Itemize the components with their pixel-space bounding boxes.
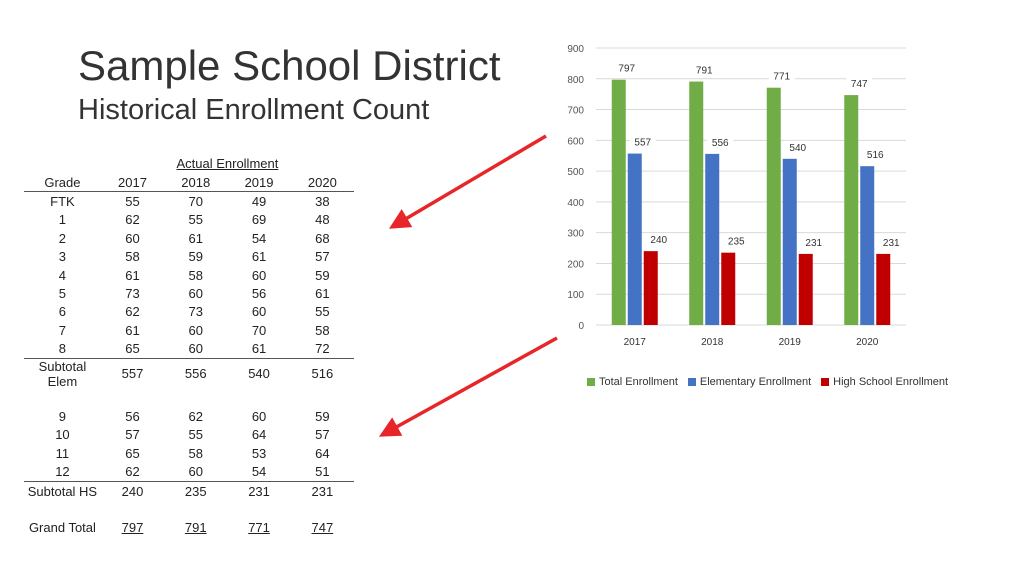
- bar: [876, 254, 890, 325]
- bar: [644, 251, 658, 325]
- cell-value: 60: [251, 304, 267, 320]
- cell-value: 55: [188, 427, 203, 443]
- y-tick-label: 100: [567, 290, 584, 302]
- cell-value: 62: [125, 304, 140, 320]
- cell-value: 64: [251, 427, 267, 443]
- cell-value: 53: [251, 445, 267, 461]
- cell-value: 73: [125, 286, 140, 302]
- cell-value: 540: [227, 358, 290, 389]
- y-tick-label: 0: [578, 321, 584, 332]
- year-header: 2017: [101, 173, 164, 192]
- x-tick-label: 2017: [623, 337, 646, 348]
- data-label: 797: [618, 63, 636, 75]
- cell-value: 516: [291, 358, 354, 389]
- data-label: 791: [695, 65, 713, 77]
- cell-value: 58: [315, 322, 330, 338]
- cell-value: 51: [315, 464, 330, 480]
- bar: [844, 95, 858, 325]
- bar: [860, 166, 874, 325]
- cell-value: 747: [311, 520, 334, 536]
- bar: [705, 154, 719, 325]
- cell-value: 38: [315, 194, 330, 210]
- cell-value: 56: [251, 286, 267, 302]
- data-label: 240: [650, 235, 668, 247]
- legend-item: [821, 376, 948, 388]
- cell-value: 56: [125, 408, 140, 424]
- cell-value: 62: [188, 408, 203, 424]
- cell-value: 55: [315, 304, 330, 320]
- cell-value: 61: [251, 341, 267, 357]
- grade-label: 12: [55, 464, 70, 480]
- y-tick-label: 700: [567, 105, 584, 117]
- bar: [628, 154, 642, 325]
- cell-value: 64: [315, 445, 330, 461]
- cell-value: 69: [251, 212, 267, 228]
- grade-label: FTK: [50, 194, 75, 210]
- legend-swatch: [587, 378, 595, 386]
- cell-value: 797: [121, 520, 144, 536]
- grade-label: 4: [58, 267, 67, 283]
- cell-value: 60: [188, 322, 203, 338]
- cell-value: 58: [188, 445, 203, 461]
- cell-value: 57: [315, 249, 330, 265]
- data-label: 235: [727, 236, 745, 248]
- arrow-to-hs-table: [382, 338, 557, 435]
- bar: [783, 159, 797, 325]
- grade-label: 5: [58, 286, 67, 302]
- cell-value: 231: [227, 481, 290, 500]
- cell-value: 60: [188, 286, 203, 302]
- cell-value: 48: [315, 212, 330, 228]
- cell-value: 557: [101, 358, 164, 389]
- data-label: 556: [711, 137, 729, 149]
- cell-value: 65: [125, 341, 140, 357]
- data-label: 557: [634, 137, 652, 149]
- cell-value: 771: [248, 520, 270, 536]
- cell-value: 240: [101, 481, 164, 500]
- row-label: Subtotal Elem: [24, 358, 101, 389]
- x-tick-label: 2018: [701, 337, 724, 348]
- cell-value: 54: [251, 230, 267, 246]
- y-tick-label: 300: [567, 228, 584, 240]
- slide-subtitle: Historical Enrollment Count: [78, 94, 430, 126]
- cell-value: 231: [291, 481, 354, 500]
- cell-value: 57: [125, 427, 140, 443]
- data-label: 516: [866, 150, 884, 162]
- year-header: 2018: [164, 173, 227, 192]
- cell-value: 55: [188, 212, 203, 228]
- data-label: 231: [882, 237, 900, 249]
- bar: [612, 80, 626, 325]
- cell-value: 68: [315, 230, 330, 246]
- cell-value: 60: [251, 267, 267, 283]
- grade-label: 8: [58, 341, 67, 357]
- data-label: 231: [805, 237, 823, 249]
- y-tick-label: 200: [567, 259, 584, 271]
- y-tick-label: 800: [567, 74, 584, 86]
- arrow-to-elem-table: [392, 136, 546, 227]
- y-tick-label: 900: [567, 44, 584, 55]
- legend-label: High School Enrollment: [833, 376, 949, 388]
- slide-title: Sample School District: [78, 42, 501, 89]
- cell-value: 791: [184, 520, 207, 536]
- cell-value: 58: [188, 267, 203, 283]
- grade-label: 3: [58, 249, 67, 265]
- year-header: 2020: [291, 173, 354, 192]
- grade-label: 10: [55, 427, 70, 443]
- row-label: Grand Total: [28, 520, 96, 536]
- y-tick-label: 400: [567, 197, 584, 209]
- data-label: 747: [850, 79, 868, 91]
- cell-value: 72: [315, 341, 330, 357]
- cell-value: 61: [125, 322, 140, 338]
- legend-item: [688, 376, 811, 388]
- cell-value: 60: [125, 230, 140, 246]
- table-group-header: Actual Enrollment: [176, 155, 279, 171]
- cell-value: 59: [315, 408, 330, 424]
- cell-value: 49: [251, 194, 267, 210]
- grade-label: 7: [58, 322, 67, 338]
- cell-value: 235: [164, 481, 227, 500]
- legend-swatch: [821, 378, 829, 386]
- cell-value: 70: [251, 322, 267, 338]
- grade-label: 11: [55, 445, 70, 461]
- cell-value: 556: [164, 358, 227, 389]
- cell-value: 60: [251, 408, 267, 424]
- row-label: Subtotal HS: [24, 481, 101, 500]
- grade-label: 1: [58, 212, 67, 228]
- cell-value: 61: [125, 267, 140, 283]
- grade-label: 6: [58, 304, 67, 320]
- year-header: 2019: [227, 173, 290, 192]
- cell-value: 65: [125, 445, 140, 461]
- data-label: 540: [789, 142, 807, 154]
- x-tick-label: 2019: [778, 337, 801, 348]
- grade-label: 9: [58, 408, 67, 424]
- cell-value: 59: [188, 249, 203, 265]
- x-tick-label: 2020: [856, 337, 879, 348]
- cell-value: 57: [315, 427, 330, 443]
- cell-value: 73: [188, 304, 203, 320]
- grade-header: Grade: [24, 173, 101, 192]
- bar: [767, 88, 781, 325]
- bar: [689, 82, 703, 325]
- cell-value: 61: [188, 230, 203, 246]
- cell-value: 55: [125, 194, 140, 210]
- legend-label: Elementary Enrollment: [699, 376, 812, 388]
- cell-value: 61: [315, 286, 330, 302]
- legend-swatch: [688, 378, 696, 386]
- cell-value: 58: [125, 249, 140, 265]
- bar: [721, 253, 735, 325]
- cell-value: 60: [188, 464, 203, 480]
- data-label: 771: [773, 71, 791, 83]
- cell-value: 61: [251, 249, 267, 265]
- grade-label: 2: [58, 230, 67, 246]
- chart-legend: [587, 376, 948, 388]
- y-tick-label: 500: [567, 167, 584, 179]
- cell-value: 70: [188, 194, 203, 210]
- cell-value: 62: [125, 464, 140, 480]
- enrollment-bar-chart: [556, 38, 916, 358]
- cell-value: 60: [188, 341, 203, 357]
- legend-label: Total Enrollment: [599, 376, 678, 388]
- legend-item: [587, 376, 678, 388]
- cell-value: 59: [315, 267, 330, 283]
- bar: [799, 254, 813, 325]
- y-tick-label: 600: [567, 136, 584, 148]
- cell-value: 54: [251, 464, 267, 480]
- cell-value: 62: [125, 212, 140, 228]
